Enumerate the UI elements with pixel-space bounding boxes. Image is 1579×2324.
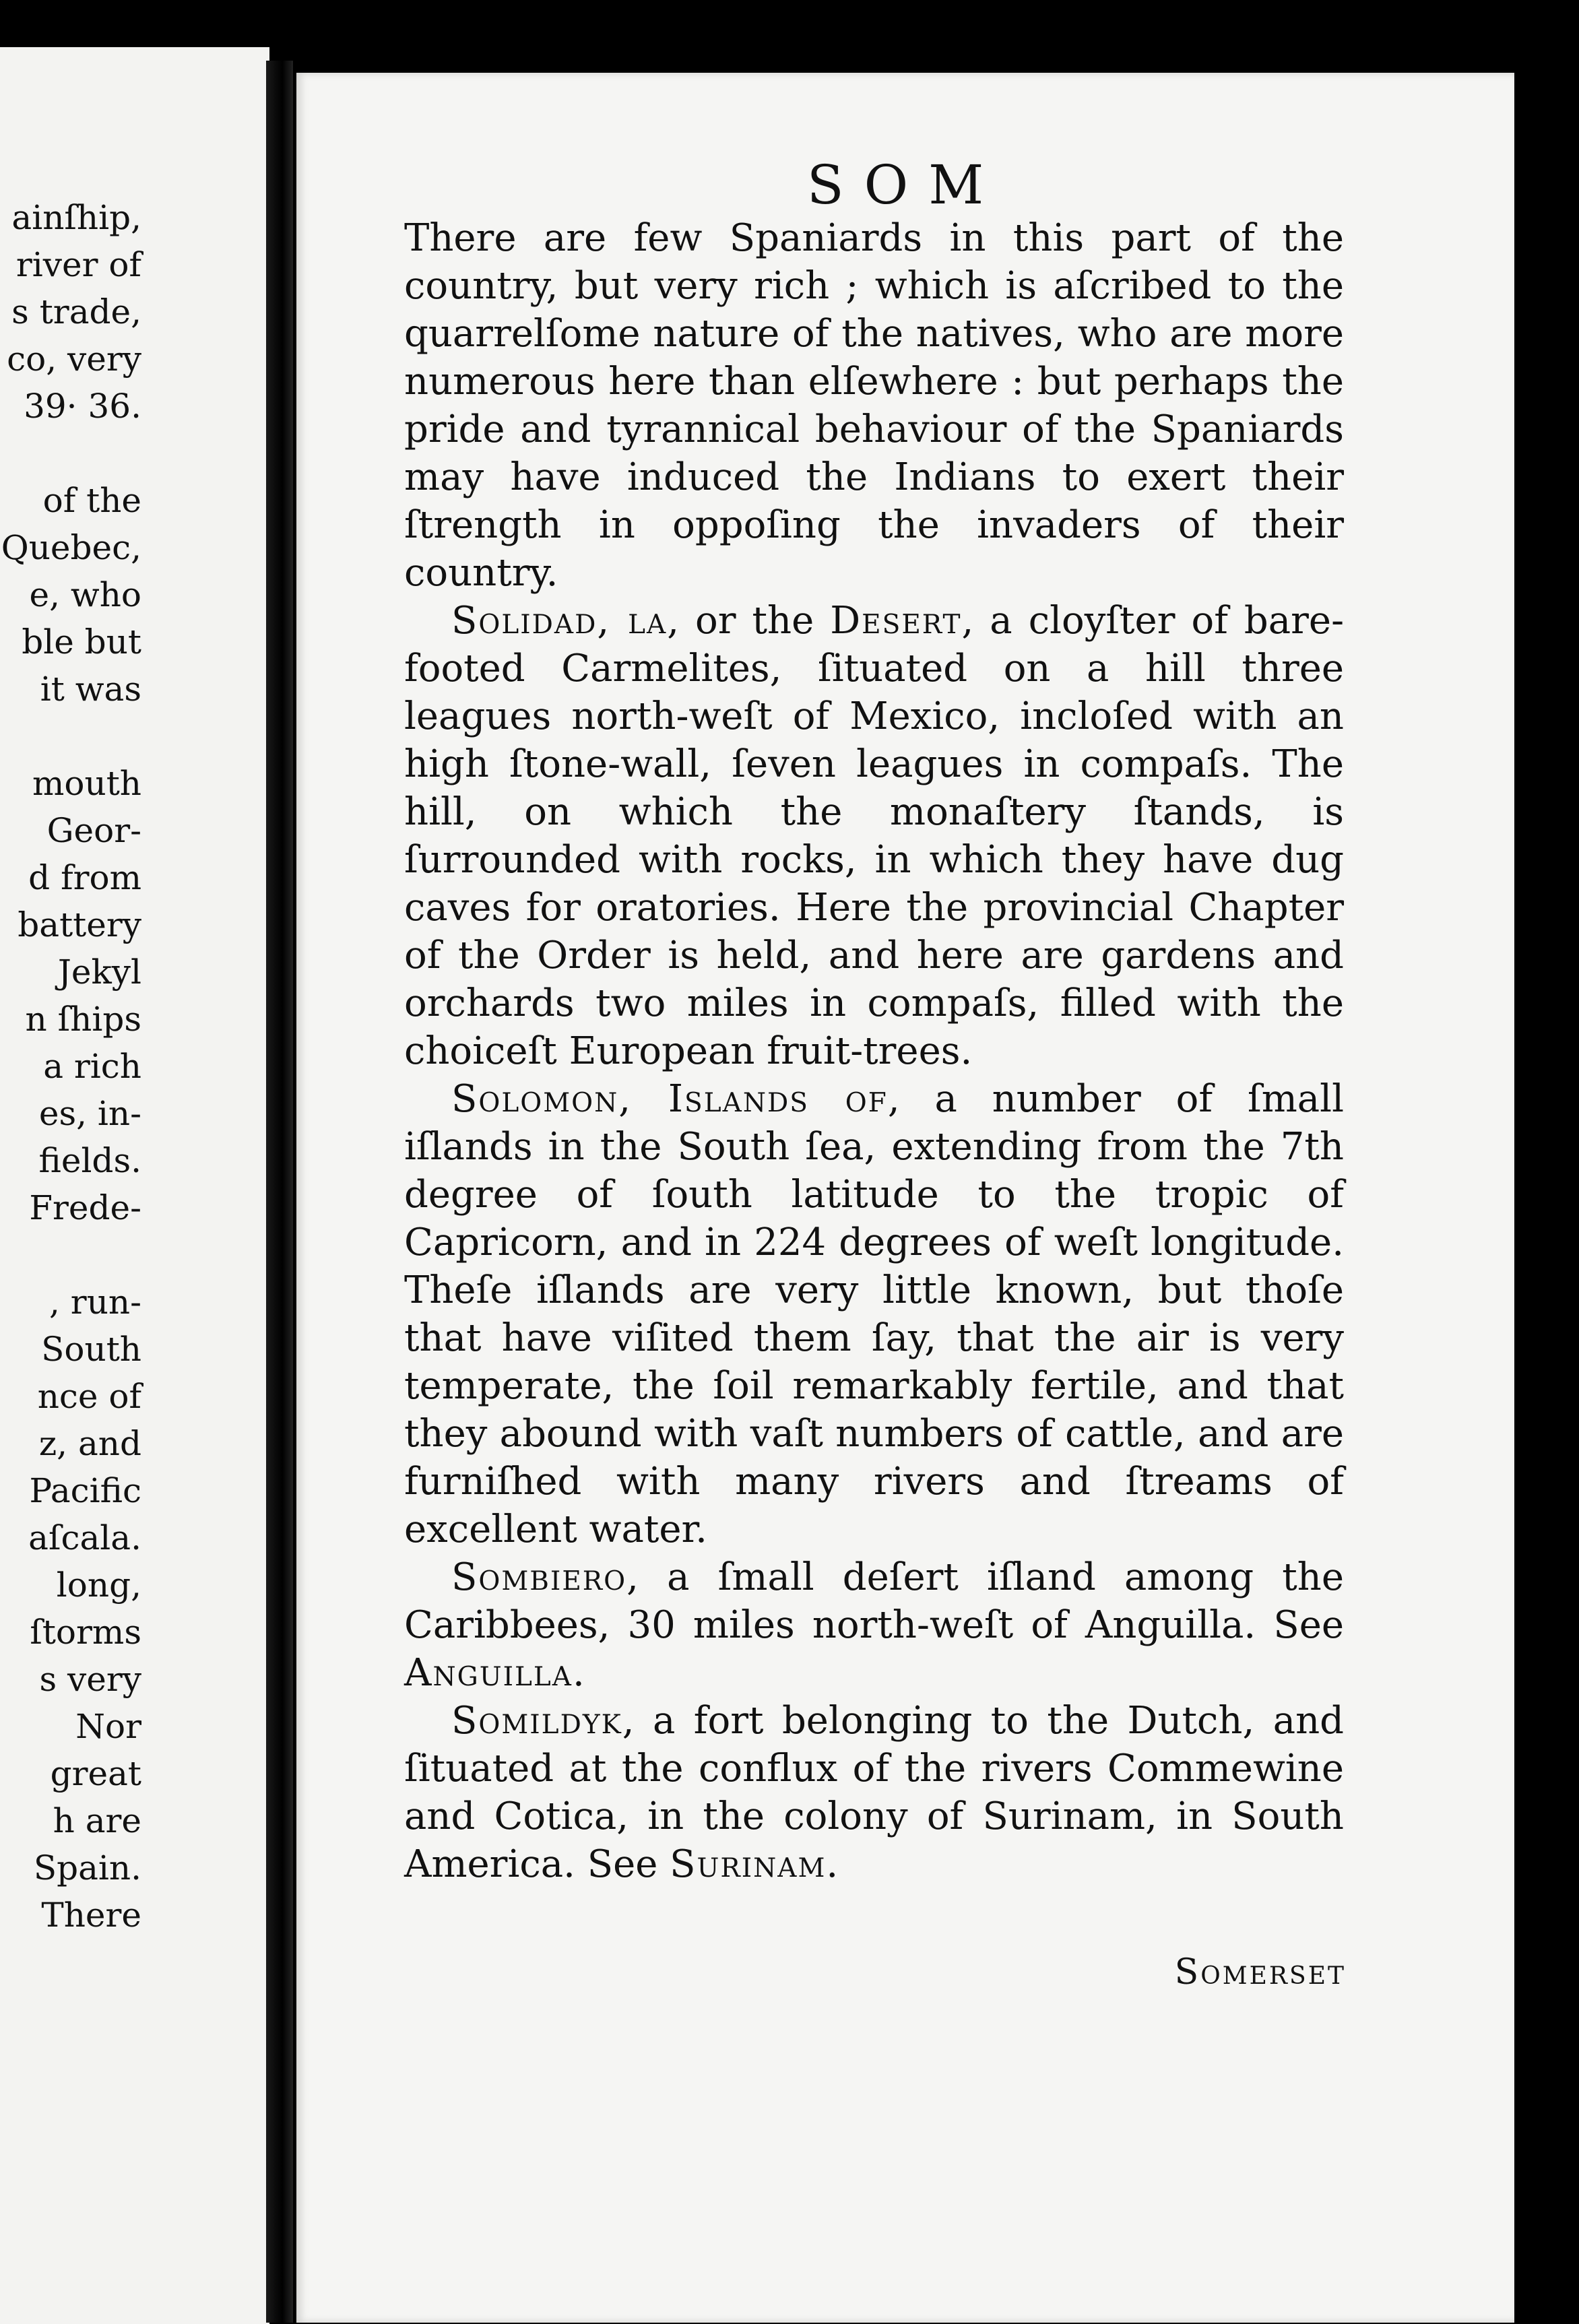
previous-page-line: it was xyxy=(40,670,141,709)
entry-head: Somildyk xyxy=(451,1699,622,1743)
previous-page-line: 39· 36. xyxy=(24,387,141,426)
previous-page-line: Jekyl xyxy=(57,953,141,992)
entry-head: Solidad, la xyxy=(451,599,668,643)
entry-connector: , or the xyxy=(667,599,831,643)
page-body xyxy=(404,214,1344,1888)
entry-solidad xyxy=(404,597,1344,1075)
previous-page-line: ſtorms xyxy=(30,1613,141,1652)
previous-page-line: Frede- xyxy=(29,1188,141,1227)
previous-page-line: d from xyxy=(28,858,141,897)
entry-body: , a ſmall deſert iſland among the Caribbees, 30 miles north-weſt of Anguilla. See xyxy=(404,1555,1344,1647)
previous-page-line: ainſhip, xyxy=(11,198,141,237)
cross-reference: Surinam xyxy=(670,1842,827,1886)
previous-page-line: South xyxy=(41,1330,141,1369)
previous-page-line: s trade, xyxy=(11,292,141,331)
previous-page-line: co, very xyxy=(7,340,141,379)
book-gutter xyxy=(266,61,293,2323)
previous-page-line: s very xyxy=(39,1660,141,1699)
previous-page-line: , run- xyxy=(49,1283,141,1322)
previous-page-line: Pacific xyxy=(29,1471,141,1510)
previous-page-line: h are xyxy=(53,1801,141,1840)
entry-body: , a fort belonging to the Dutch, and ſituated at the conflux of the rivers Commewine and Cotica, in the colony of Surinam, in South America. See xyxy=(404,1699,1344,1886)
previous-page-line: fields. xyxy=(38,1141,141,1180)
previous-page-line: nce of xyxy=(37,1377,141,1416)
entry-end: . xyxy=(826,1842,839,1886)
previous-page-line: aſcala. xyxy=(28,1518,141,1557)
running-head: SOM xyxy=(806,154,1004,216)
previous-page-line: river of xyxy=(15,245,141,284)
previous-page-line: e, who xyxy=(29,575,141,614)
previous-page-text xyxy=(1,194,141,1939)
previous-page-line: battery xyxy=(18,905,141,944)
previous-page-line: Nor xyxy=(75,1707,141,1746)
previous-page-line: mouth xyxy=(32,764,141,803)
previous-page-line: Geor- xyxy=(46,811,141,850)
previous-page-line: es, in- xyxy=(38,1094,141,1133)
previous-page-line: a rich xyxy=(43,1047,141,1086)
entry-somildyk xyxy=(404,1697,1344,1888)
entry-head: Solomon, Islands of xyxy=(451,1077,888,1121)
previous-page-line: Quebec, xyxy=(1,528,141,567)
cross-reference: Anguilla xyxy=(404,1651,573,1695)
catchword: Somerset xyxy=(1174,1952,1346,1993)
entry-head: Sombiero xyxy=(451,1555,627,1599)
entry-body: , a number of ſmall iſlands in the South ſea, extending from the 7th degree of ſouth latitude to the tropic of Capricorn, and in 224 degrees of weſt longitude. Theſe iſlands are very little known, but thoſe that have viſited them ſay, that the air is very temperate, the ſoil remarkably fertile, and that they abound with vaſt numbers of cattle, and are furniſhed with many rivers and ſtreams of excellent water. xyxy=(404,1077,1345,1551)
previous-page-line: great xyxy=(50,1754,141,1793)
entry-solomon xyxy=(404,1075,1344,1553)
previous-page-line xyxy=(1,430,141,477)
entry-head-alt: Desert xyxy=(830,599,962,643)
paragraph-intro: There are few Spaniards in this part of the country, but very rich ; which is aſcribed to the quarrelſome nature of the natives, who are more numerous here than elſewhere : but perhaps the pride and tyrannical behaviour of the Spaniards may have induced the Indians to exert their ſtrength in oppoſing the invaders of their country. xyxy=(404,216,1344,595)
entry-sombiero xyxy=(404,1553,1344,1697)
previous-page-line: Spain. xyxy=(33,1848,141,1887)
previous-page-line: There xyxy=(41,1896,141,1935)
previous-page xyxy=(0,47,269,2324)
entry-end: . xyxy=(572,1651,585,1695)
previous-page-line: n ſhips xyxy=(25,1000,141,1039)
entry-body: , a cloyſter of bare-footed Carmelites, ſituated on a hill three leagues north-weſt of Mexico, incloſed with an high ſtone-wall, ſeven leagues in compaſs. The hill, on which the monaſtery ſtands, is ſurrounded with rocks, in which they have dug caves for oratories. Here the provincial Chapter of the Order is held, and here are gardens and orchards two miles in compaſs, filled with the choiceſt European fruit-trees. xyxy=(404,599,1344,1073)
previous-page-line: long, xyxy=(56,1566,141,1605)
previous-page-line xyxy=(1,1231,141,1279)
previous-page-line: ble but xyxy=(22,622,141,661)
current-page xyxy=(296,73,1514,2323)
previous-page-line: z, and xyxy=(38,1424,141,1463)
previous-page-line xyxy=(1,713,141,760)
previous-page-line: of the xyxy=(42,481,141,520)
